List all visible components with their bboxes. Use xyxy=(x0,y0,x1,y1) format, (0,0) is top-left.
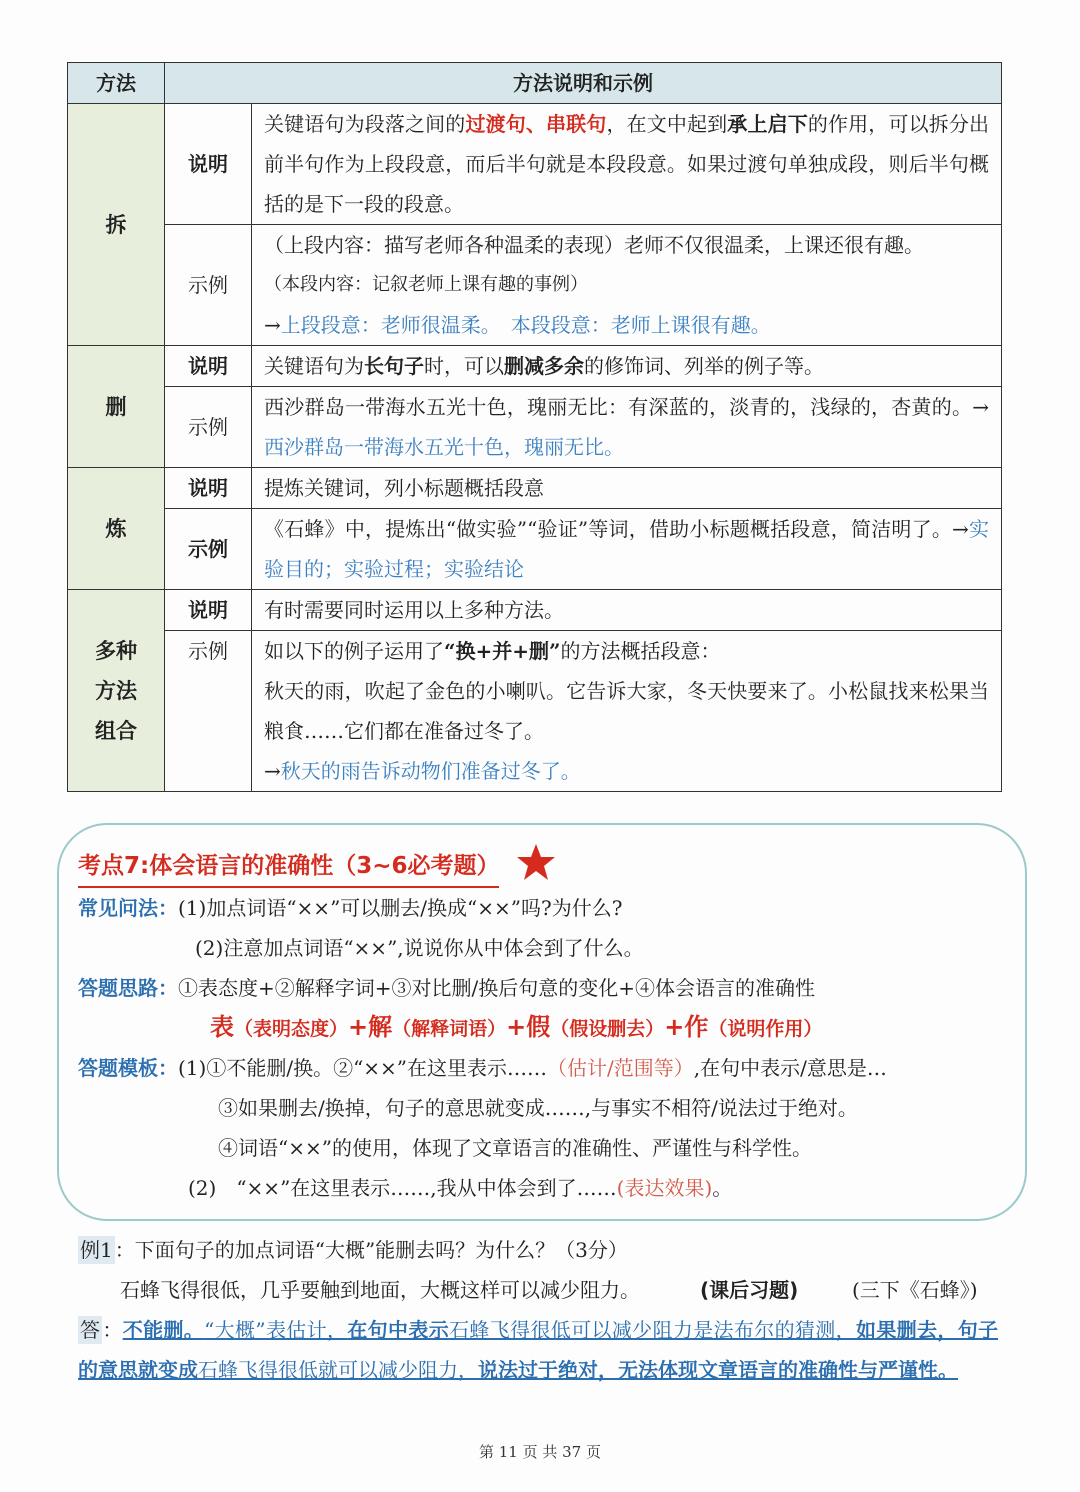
chai-shuoming: 关键语句为段落之间的过渡句、串联句，在文中起到承上启下的作用，可以拆分出前半句作为上段段意，而后半句就是本段段意。如果过渡句单独成段，则后半句概括的是下一段的段意。 xyxy=(252,104,1002,225)
question-line-1: 常见问法：(1)加点词语“××”可以删去/换成“××”吗?为什么? xyxy=(78,896,623,920)
example-answer: 答 ：不能删。“大概”表估计，在句中表示石蜂飞得很低可以减少阻力是法布尔的猜测，如果删去，句子的意思就变成石蜂飞得很低就可以减少阻力，说法过于绝对，无法体现文章语言的准确性与严谨性。 xyxy=(78,1318,999,1382)
page-number: 第 11 页 共 37 页 xyxy=(478,1443,601,1461)
example-source: (三下《石蜂》) xyxy=(852,1278,978,1302)
answer-tag: 答 xyxy=(80,1318,101,1342)
shan-shuoming: 关键语句为长句子时，可以删减多余的修饰词、列举的例子等。 xyxy=(252,346,1002,387)
methods-table xyxy=(67,62,1002,792)
label-shuoming: 说明 xyxy=(165,346,252,387)
example-sentence: 石蜂飞得很低，几乎要触到地面，大概这样可以减少阻力。 xyxy=(120,1278,640,1302)
table-row xyxy=(68,346,1002,387)
label-shili: 示例 xyxy=(165,387,252,468)
question-line-2: (2)注意加点词语“××”,说说你从中体会到了什么。 xyxy=(195,936,644,960)
template-line-4: (2) “××”在这里表示……,我从中体会到了……(表达效果)。 xyxy=(188,1176,733,1200)
header-method: 方法 xyxy=(68,63,165,104)
table-row xyxy=(68,225,1002,346)
method-shan: 删 xyxy=(68,346,165,468)
table-row xyxy=(68,631,1002,792)
lian-shili: 《石蜂》中，提炼出“做实验”“验证”等词，借助小标题概括段意，简洁明了。→实验目的；实验过程；实验结论 xyxy=(252,509,1002,590)
template-line-3: ④词语“××”的使用，体现了文章语言的准确性、严谨性与科学性。 xyxy=(218,1136,812,1160)
star-icon xyxy=(516,842,556,882)
table-row xyxy=(68,104,1002,225)
table-header-row xyxy=(68,63,1002,104)
example-question: 例1 ：下面句子的加点词语“大概”能删去吗？为什么？（3分） xyxy=(80,1238,628,1262)
method-combo: 多种 方法 组合 xyxy=(68,590,165,792)
formula-line: 表（表明态度）+解（解释词语）+假（假设删去）+作（说明作用） xyxy=(210,1013,823,1041)
combo-shili: 如以下的例子运用了“换+并+删”的方法概括段意： 秋天的雨，吹起了金色的小喇叭。它告诉大家，冬天快要来了。小松鼠找来松果当粮食……它们都在准备过冬了。 →秋天的雨告诉动物们准备过冬了。 xyxy=(252,631,1002,792)
template-line-1: 答题模板：(1)①不能删/换。②“××”在这里表示……（估计/范围等）,在句中表示/意思是… xyxy=(78,1056,887,1080)
exam-point-title: 考点7:体会语言的准确性（3~6必考题） xyxy=(78,846,499,888)
shan-shili: 西沙群岛一带海水五光十色，瑰丽无比：有深蓝的，淡青的，浅绿的，杏黄的。→西沙群岛一带海水五光十色，瑰丽无比。 xyxy=(252,387,1002,468)
chai-shili: （上段内容：描写老师各种温柔的表现）老师不仅很温柔，上课还很有趣。 （本段内容：记叙老师上课有趣的事例） →上段段意：老师很温柔。 本段段意：老师上课很有趣。 xyxy=(252,225,1002,346)
table-row xyxy=(68,468,1002,509)
table-row xyxy=(68,387,1002,468)
label-shili: 示例 xyxy=(165,225,252,346)
header-desc: 方法说明和示例 xyxy=(165,63,1002,104)
label-shuoming: 说明 xyxy=(165,468,252,509)
table-row xyxy=(68,509,1002,590)
label-shuoming: 说明 xyxy=(165,590,252,631)
lian-shuoming: 提炼关键词，列小标题概括段意 xyxy=(252,468,1002,509)
template-line-2: ③如果删去/换掉，句子的意思就变成……,与事实不相符/说法过于绝对。 xyxy=(218,1096,858,1120)
label-shili: 示例 xyxy=(165,631,252,792)
table-row xyxy=(68,590,1002,631)
idea-line: 答题思路：①表态度+②解释字词+③对比删/换后句意的变化+④体会语言的准确性 xyxy=(78,976,816,1000)
combo-shuoming: 有时需要同时运用以上多种方法。 xyxy=(252,590,1002,631)
example-note: (课后习题) xyxy=(700,1278,799,1302)
method-lian: 炼 xyxy=(68,468,165,590)
label-shuoming: 说明 xyxy=(165,104,252,225)
example-tag: 例1 xyxy=(80,1238,113,1262)
label-shili: 示例 xyxy=(165,509,252,590)
method-chai: 拆 xyxy=(68,104,165,346)
